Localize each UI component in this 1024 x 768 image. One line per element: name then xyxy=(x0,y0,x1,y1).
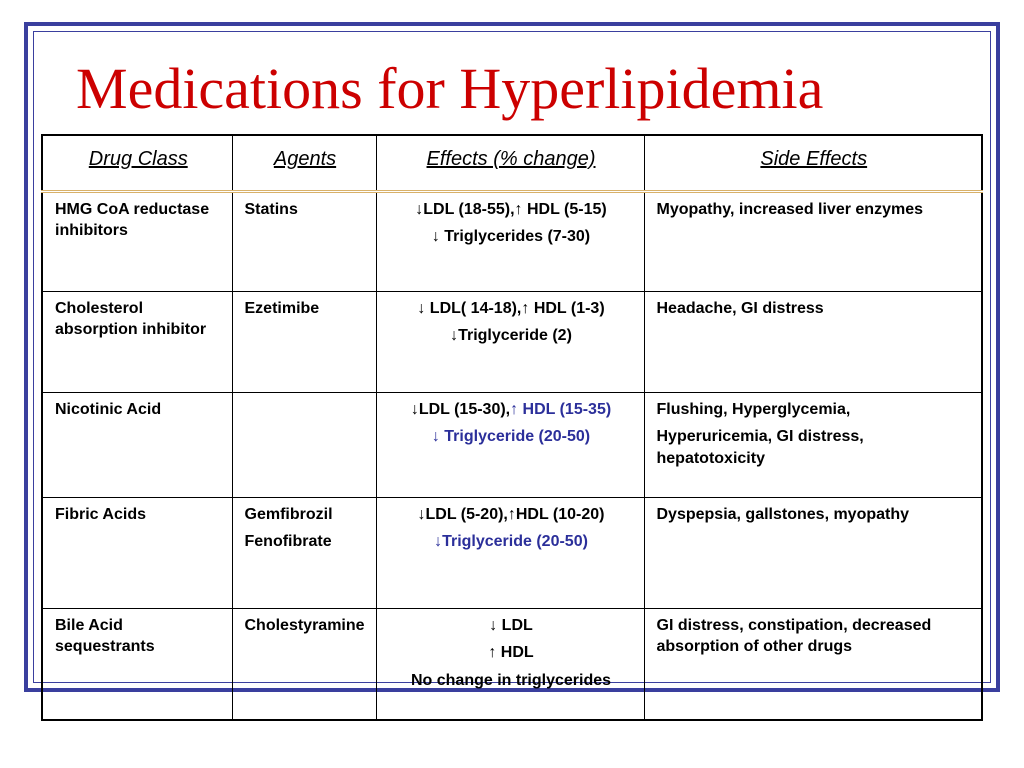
medications-table xyxy=(41,134,983,721)
effects-cell xyxy=(376,497,644,608)
effect-text: HDL (1-3) xyxy=(529,299,605,317)
table-row xyxy=(42,291,982,392)
effect-text: Triglyceride (20-50) xyxy=(442,533,588,551)
effects-cell xyxy=(376,291,644,392)
drug-class-cell: Nicotinic Acid xyxy=(42,392,232,497)
agents-cell xyxy=(232,392,376,497)
effect-text: LDL xyxy=(497,616,533,634)
effects-cell xyxy=(376,191,644,291)
effect-line xyxy=(389,325,634,347)
table-row xyxy=(42,392,982,497)
side-effects-cell xyxy=(644,392,982,497)
side-effects-cell: GI distress, constipation, decreased absorption of other drugs xyxy=(644,608,982,720)
side-effect-line: Hyperuricemia, GI distress, hepatotoxicity xyxy=(656,428,864,467)
drug-class-cell: Cholesterol absorption inhibitor xyxy=(42,291,232,392)
effect-line xyxy=(389,670,634,692)
table-row xyxy=(42,608,982,720)
up-arrow-icon: ↑ xyxy=(488,644,497,662)
header-effects: Effects (% change) xyxy=(376,135,644,191)
agent-name: Fenofibrate xyxy=(244,533,332,551)
agent-name: Statins xyxy=(244,200,298,218)
agents-cell xyxy=(232,191,376,291)
effect-line xyxy=(389,504,634,526)
agent-name: Cholestyramine xyxy=(244,616,365,634)
agents-cell xyxy=(232,608,376,720)
table-row xyxy=(42,497,982,608)
effects-cell xyxy=(376,392,644,497)
slide-title: Medications for Hyperlipidemia xyxy=(76,56,824,121)
side-effects-cell: Dyspepsia, gallstones, myopathy xyxy=(644,497,982,608)
effect-line xyxy=(389,226,634,248)
effect-text: LDL (15-30), xyxy=(418,400,511,418)
effect-text: LDL (18-55), xyxy=(423,200,515,218)
effect-text: HDL (10-20) xyxy=(515,505,605,523)
down-arrow-icon: ↓ xyxy=(489,616,498,634)
effect-line xyxy=(389,199,634,221)
down-arrow-icon: ↓ xyxy=(417,505,426,523)
up-arrow-icon: ↑ xyxy=(510,400,519,418)
up-arrow-icon: ↑ xyxy=(521,299,530,317)
effect-line xyxy=(389,642,634,664)
agents-cell xyxy=(232,291,376,392)
effect-text: LDL( 14-18), xyxy=(425,299,522,317)
effect-line xyxy=(389,426,634,448)
drug-class-cell: Bile Acid sequestrants xyxy=(42,608,232,720)
effect-line xyxy=(389,531,634,553)
effect-line xyxy=(389,399,634,421)
down-arrow-icon: ↓ xyxy=(415,200,424,218)
up-arrow-icon: ↑ xyxy=(514,200,523,218)
header-side-effects: Side Effects xyxy=(644,135,982,191)
effect-line xyxy=(389,615,634,637)
effect-text: Triglyceride (2) xyxy=(458,327,572,345)
down-arrow-icon: ↓ xyxy=(434,533,443,551)
down-arrow-icon: ↓ xyxy=(431,428,440,446)
side-effects-cell: Myopathy, increased liver enzymes xyxy=(644,191,982,291)
effect-text: Triglyceride (20-50) xyxy=(439,428,591,446)
effect-text: LDL (5-20), xyxy=(425,505,508,523)
side-effects-cell: Headache, GI distress xyxy=(644,291,982,392)
header-drug-class: Drug Class xyxy=(42,135,232,191)
agent-name: Ezetimibe xyxy=(244,299,320,317)
header-agents: Agents xyxy=(232,135,376,191)
down-arrow-icon: ↓ xyxy=(410,400,419,418)
effect-text: HDL (5-15) xyxy=(522,200,607,218)
down-arrow-icon: ↓ xyxy=(431,228,440,246)
drug-class-cell: Fibric Acids xyxy=(42,497,232,608)
agent-name: Gemfibrozil xyxy=(244,505,333,523)
up-arrow-icon: ↑ xyxy=(507,505,516,523)
effect-text: No change in triglycerides xyxy=(410,671,612,689)
down-arrow-icon: ↓ xyxy=(450,327,459,345)
side-effect-line: Flushing, Hyperglycemia, xyxy=(656,400,851,418)
table-header-row xyxy=(42,135,982,191)
effect-text: Triglycerides (7-30) xyxy=(439,228,591,246)
drug-class-cell: HMG CoA reductase inhibitors xyxy=(42,191,232,291)
agents-cell xyxy=(232,497,376,608)
effect-text: HDL xyxy=(496,644,534,662)
table-row xyxy=(42,191,982,291)
effect-line xyxy=(389,298,634,320)
effects-cell xyxy=(376,608,644,720)
down-arrow-icon: ↓ xyxy=(417,299,426,317)
effect-text: HDL (15-35) xyxy=(518,400,612,418)
